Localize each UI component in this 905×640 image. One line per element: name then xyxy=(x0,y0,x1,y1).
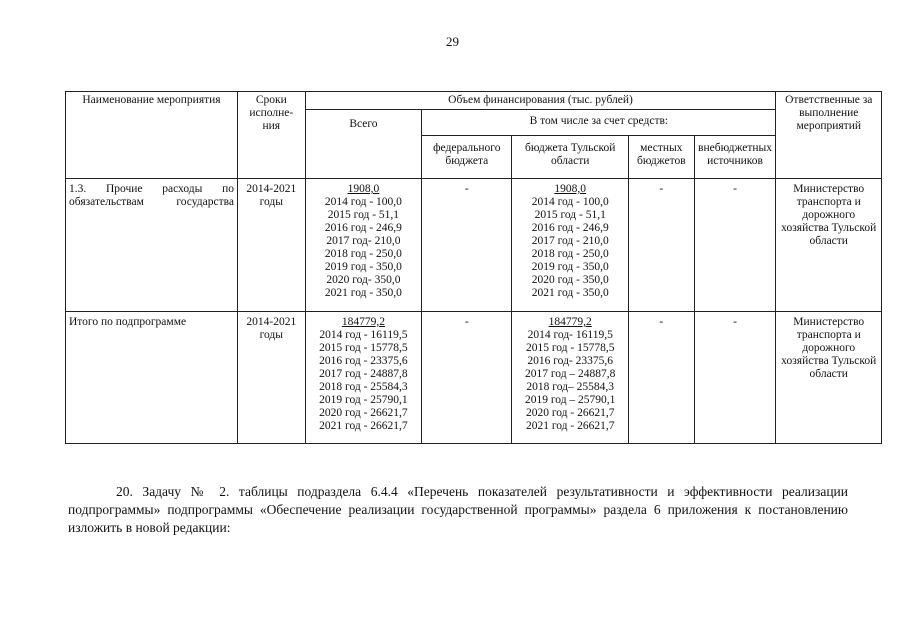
regional-year-line: 2014 год - 100,0 xyxy=(531,196,609,208)
total-year-line: 2014 год - 100,0 xyxy=(324,196,402,208)
regional-year-line: 2016 год- 23375,6 xyxy=(527,355,614,367)
total-year-line: 2017 год - 24887,8 xyxy=(319,368,408,380)
row-regional-cell xyxy=(512,312,629,444)
row-total-cell xyxy=(305,312,422,444)
header-total: Всего xyxy=(305,110,422,179)
total-year-line: 2020 год - 26621,7 xyxy=(319,407,408,419)
row-extra-cell xyxy=(694,312,776,444)
row-extra-cell xyxy=(694,179,776,312)
total-year-line: 2019 год - 350,0 xyxy=(324,261,402,273)
regional-sum: 1908,0 xyxy=(554,183,587,195)
regional-year-line: 2014 год- 16119,5 xyxy=(527,329,613,341)
row-federal-cell xyxy=(422,312,512,444)
header-name: Наименование мероприятия xyxy=(66,92,238,179)
header-extra: внебюджетных источников xyxy=(694,136,776,179)
header-incl: В том числе за счет средств: xyxy=(422,110,776,136)
page-number: 29 xyxy=(446,34,459,49)
total-year-line: 2018 год - 25584,3 xyxy=(319,381,408,393)
row-name: Итого по подпрограмме xyxy=(66,312,238,444)
row-federal-cell xyxy=(422,179,512,312)
extra-value: - xyxy=(733,183,737,195)
row-terms: 2014-2021 годы xyxy=(238,179,306,312)
total-year-line: 2014 год - 16119,5 xyxy=(319,329,408,341)
header-volume: Объем финансирования (тыс. рублей) xyxy=(305,92,776,110)
total-year-line: 2019 год - 25790,1 xyxy=(319,394,408,406)
total-sum: 184779,2 xyxy=(341,316,385,328)
total-year-line: 2018 год - 250,0 xyxy=(324,248,402,260)
regional-year-line: 2018 год - 250,0 xyxy=(531,248,609,260)
total-year-line: 2020 год- 350,0 xyxy=(326,274,401,286)
header-responsible: Ответственные за выполнение мероприятий xyxy=(776,92,882,179)
row-responsible: Министерство транспорта и дорожного хозяйства Тульской области xyxy=(776,179,882,312)
table-row xyxy=(66,179,882,312)
regional-year-line: 2018 год– 25584,3 xyxy=(526,381,614,393)
header-local: местных бюджетов xyxy=(629,136,695,179)
federal-value: - xyxy=(464,316,469,328)
row-terms: 2014-2021 годы xyxy=(238,312,306,444)
total-year-line: 2016 год - 246,9 xyxy=(324,222,402,234)
federal-value: - xyxy=(464,183,469,195)
local-value: - xyxy=(659,316,664,328)
row-local-cell xyxy=(629,179,695,312)
row-regional-cell xyxy=(512,179,629,312)
total-year-line: 2016 год - 23375,6 xyxy=(319,355,408,367)
local-value: - xyxy=(659,183,664,195)
regional-year-line: 2020 год - 350,0 xyxy=(531,274,609,286)
total-year-line: 2017 год- 210,0 xyxy=(326,235,401,247)
row-name: 1.3. Прочие расходы по обязательствам государства xyxy=(66,179,238,312)
total-sum: 1908,0 xyxy=(347,183,380,195)
header-terms: Сроки исполне-ния xyxy=(238,92,306,179)
row-total-cell xyxy=(305,179,422,312)
regional-year-line: 2016 год - 246,9 xyxy=(531,222,609,234)
extra-value: - xyxy=(733,316,737,328)
regional-year-line: 2015 год - 15778,5 xyxy=(525,342,615,354)
row-responsible: Министерство транспорта и дорожного хозяйства Тульской области xyxy=(776,312,882,444)
body-paragraph: 20. Задачу № 2. таблицы подраздела 6.4.4 «Перечень показателей результативности и эффективности реализации подпрограммы» подпрограммы «Обеспечение реализации государственной программы» раздела 6 приложения к постановлению изложить в новой редакции: xyxy=(68,484,848,535)
regional-year-line: 2020 год - 26621,7 xyxy=(525,407,615,419)
regional-year-line: 2019 год - 350,0 xyxy=(531,261,609,273)
regional-year-line: 2019 год – 25790,1 xyxy=(524,394,616,406)
header-row-1 xyxy=(66,92,882,110)
regional-year-line: 2021 год - 26621,7 xyxy=(525,420,615,432)
regional-year-line: 2015 год - 51,1 xyxy=(534,209,606,221)
total-year-line: 2021 год - 350,0 xyxy=(324,287,402,299)
regional-year-line: 2017 год – 24887,8 xyxy=(524,368,616,380)
regional-year-line: 2021 год - 350,0 xyxy=(531,287,609,299)
total-year-line: 2015 год - 15778,5 xyxy=(319,342,408,354)
regional-year-line: 2017 год - 210,0 xyxy=(531,235,609,247)
table-row-total xyxy=(66,312,882,444)
regional-sum: 184779,2 xyxy=(548,316,592,328)
financing-table xyxy=(65,91,882,444)
total-year-line: 2015 год - 51,1 xyxy=(327,209,400,221)
header-regional: бюджета Тульской области xyxy=(512,136,629,179)
header-federal: федерального бюджета xyxy=(422,136,512,179)
row-local-cell xyxy=(629,312,695,444)
total-year-line: 2021 год - 26621,7 xyxy=(319,420,408,432)
